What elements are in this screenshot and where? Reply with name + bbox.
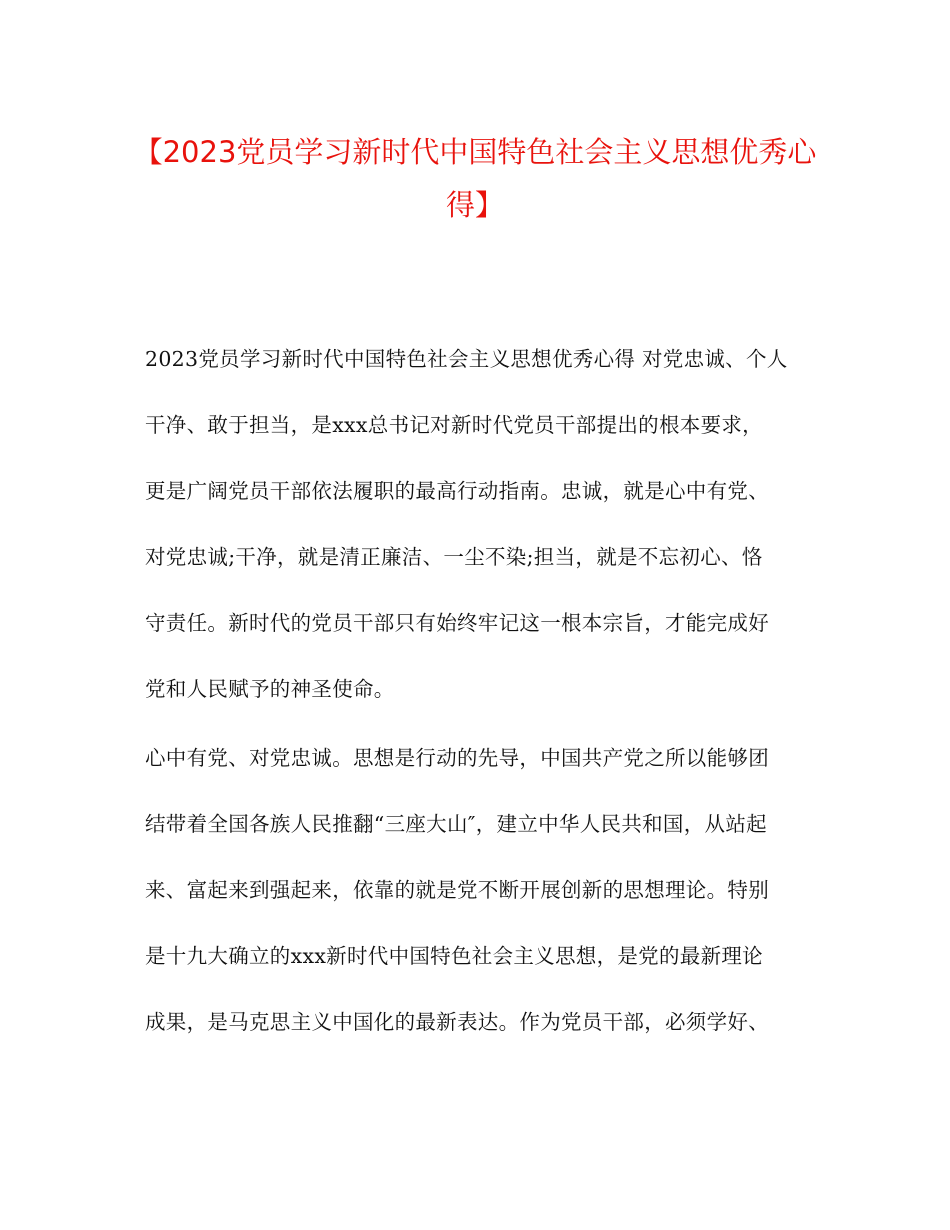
text-line: 更是广阔党员干部依法履职的最高行动指南。忠诚，就是心中有党、: [145, 479, 769, 503]
document-body: [145, 326, 815, 1055]
text-line: 对党忠诚;干净，就是清正廉洁、一尘不染;担当，就是不忘初心、恪: [145, 545, 763, 569]
paragraph-2: [145, 725, 815, 1055]
text-line: 党和人民赋予的神圣使命。: [145, 677, 395, 701]
text-line: 结带着全国各族人民推翻“三座大山″，建立中华人民共和国，从站起: [145, 812, 767, 836]
text-line: 成果，是马克思主义中国化的最新表达。作为党员干部，必须学好、: [145, 1010, 769, 1034]
text-line: 来、富起来到强起来，依靠的就是党不断开展创新的思想理论。特别: [145, 878, 769, 902]
title-line-1: 【2023党员学习新时代中国特色社会主义思想优秀心: [133, 135, 817, 169]
paragraph-1: [145, 326, 815, 722]
text-line: 心中有党、对党忠诚。思想是行动的先导，中国共产党之所以能够团: [145, 746, 769, 770]
text-line: 2023党员学习新时代中国特色社会主义思想优秀心得 对党忠诚、个人: [145, 347, 788, 371]
text-line: 守责任。新时代的党员干部只有始终牢记这一根本宗旨，才能完成好: [145, 611, 769, 635]
text-line: 是十九大确立的xxx新时代中国特色社会主义思想，是党的最新理论: [145, 944, 763, 968]
text-line: 干净、敢于担当，是xxx总书记对新时代党员干部提出的根本要求，: [145, 413, 763, 437]
document-title: [120, 126, 830, 232]
title-line-2: 得】: [445, 188, 504, 222]
